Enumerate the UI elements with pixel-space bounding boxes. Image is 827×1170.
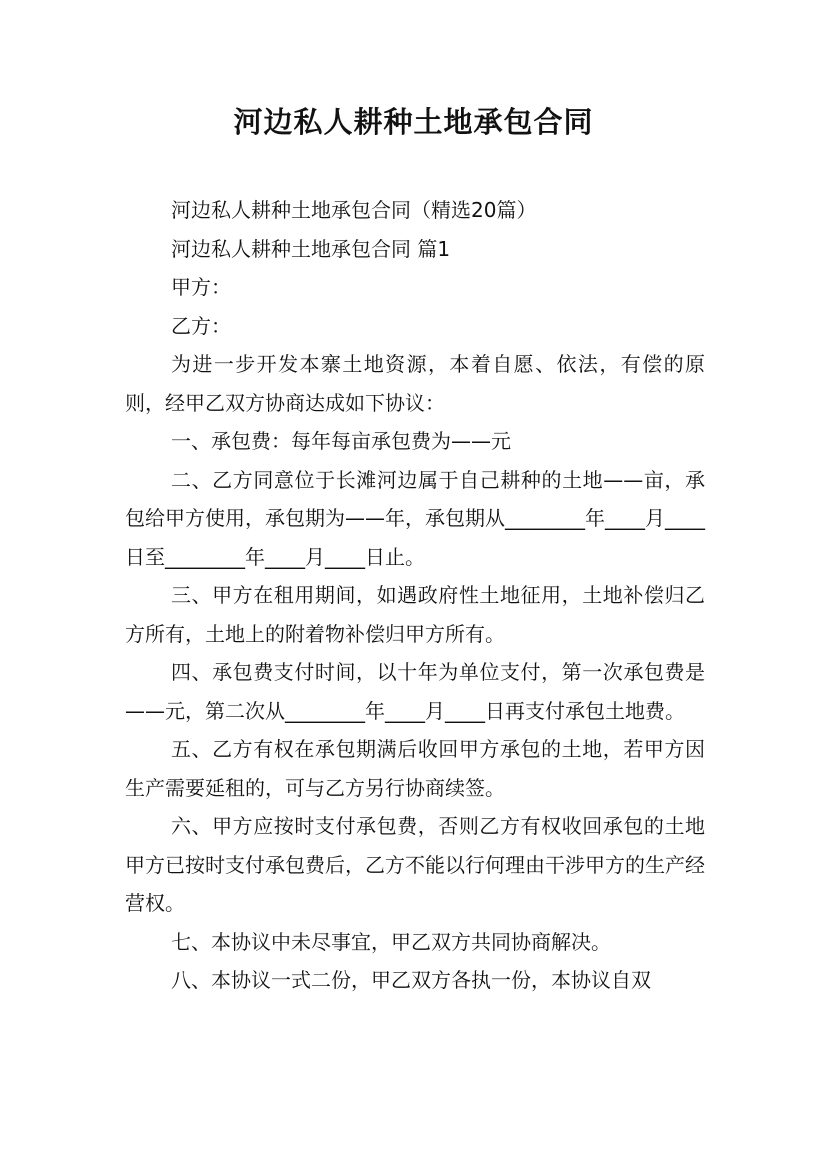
paragraph-clause-6: 六、甲方应按时支付承包费，否则乙方有权收回承包的土地甲方已按时支付承包费后，乙方不能以行何理由干涉甲方的生产经营权。 — [125, 814, 705, 915]
paragraph-party-a: 甲方： — [171, 275, 231, 299]
paragraph-clause-4: 四、承包费支付时间，以十年为单位支付，第一次承包费是——元，第二次从________年____月____日再支付承包土地费。 — [125, 660, 705, 723]
paragraph-preamble: 为进一步开发本寨土地资源，本着自愿、依法，有偿的原则，经甲乙双方协商达成如下协议： — [125, 352, 705, 415]
paragraph-subtitle: 河边私人耕种土地承包合同（精选20篇） — [171, 198, 537, 222]
paragraph-clause-8: 八、本协议一式二份，甲乙双方各执一份，本协议自双 — [171, 968, 651, 992]
paragraph-clause-2: 二、乙方同意位于长滩河边属于自己耕种的土地——亩，承包给甲方使用，承包期为——年，承包期从________年____月____日至________年____月____日止。 — [125, 467, 705, 569]
paragraph-clause-5: 五、乙方有权在承包期满后收回甲方承包的土地，若甲方因生产需要延租的，可与乙方另行协商续签。 — [125, 737, 705, 800]
paragraph-section-heading: 河边私人耕种土地承包合同 篇1 — [171, 236, 451, 261]
paragraph-clause-1: 一、承包费：每年每亩承包费为——元 — [171, 429, 511, 453]
paragraph-party-b: 乙方： — [171, 313, 231, 338]
paragraph-clause-3: 三、甲方在租用期间，如遇政府性土地征用，土地补偿归乙方所有，土地上的附着物补偿归甲方所有。 — [125, 583, 705, 646]
document-title: 河边私人耕种土地承包合同 — [233, 105, 594, 139]
paragraph-clause-7: 七、本协议中未尽事宜，甲乙双方共同协商解决。 — [171, 929, 611, 954]
document-body — [125, 191, 705, 1000]
